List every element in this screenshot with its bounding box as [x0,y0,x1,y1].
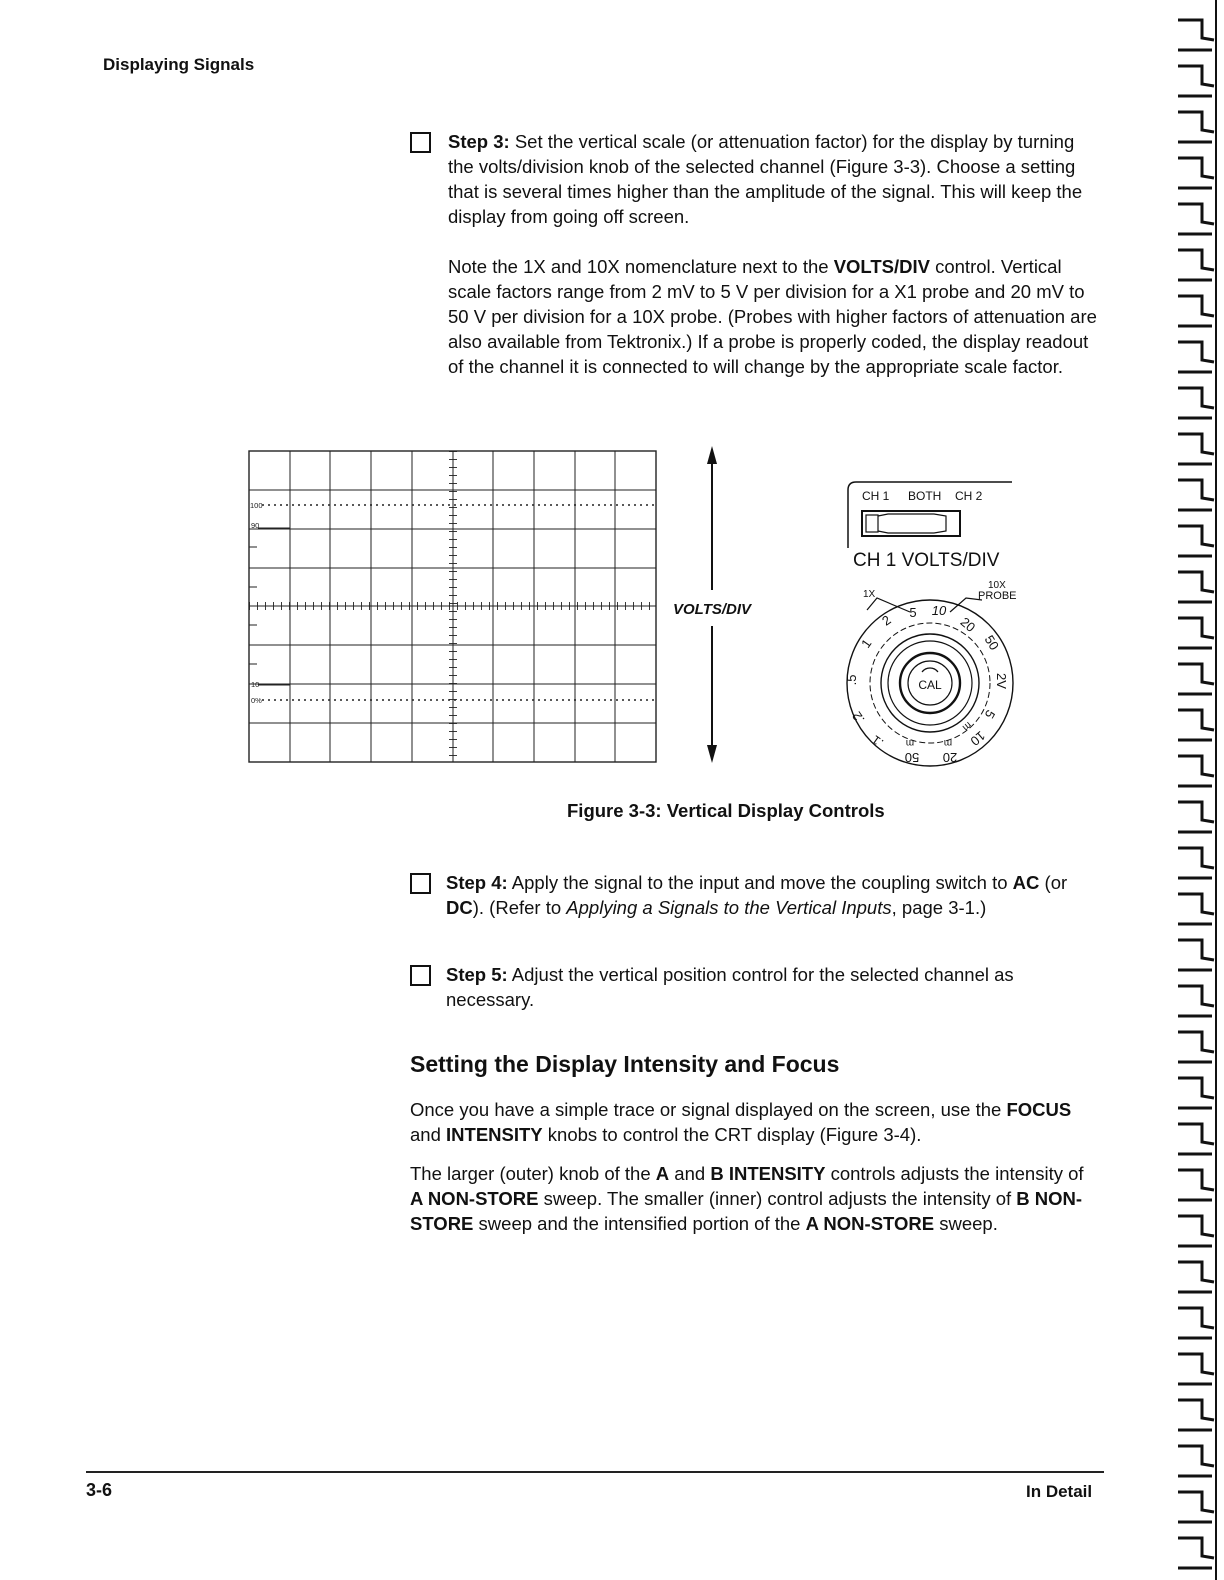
p2-a-non-store: A NON-STORE [410,1188,539,1209]
step-4-dc: DC [446,897,473,918]
note-text-2: control. Vertical scale factors range from 2 mV to 5 V per division for a X1 probe and 20 mV to 50 V per division for a 10X probe. (Probes with higher factors of attenuation are also available from Tektronix.) If a probe is properly coded, the display readout of the channel it is connected to will change by the appropriate scale factor. [448,256,1097,377]
binding-tab [1178,1308,1214,1338]
switch-label-both: BOTH [908,489,942,503]
binding-edge [1172,0,1224,1580]
dial-2: 2 [879,612,894,629]
p1-focus: FOCUS [1006,1099,1072,1120]
step-5-label: Step 5: [446,964,508,985]
p2-text-5: sweep and the intensified portion of the [473,1213,806,1234]
binding-tab [1178,1354,1214,1384]
binding-tab [1178,572,1214,602]
p1-text-3: knobs to control the CRT display (Figure 3-4). [542,1124,922,1145]
step-5 [410,962,1100,1012]
binding-tab [1178,342,1214,372]
step-4-label: Step 4: [446,872,508,893]
dial-10m: 10 [967,728,989,749]
step-4-text-3: ). (Refer to [472,897,567,918]
footer-section: In Detail [1026,1482,1093,1501]
dial-50m: 50 [904,750,920,765]
probe-1x-label: 1X [863,589,876,600]
dial-1: 1 [858,636,875,651]
binding-tab [1178,1170,1214,1200]
step-3-label: Step 3: [448,131,510,152]
binding-tab [1178,940,1214,970]
binding-tab [1178,664,1214,694]
graticule-label-100: 100 [250,501,263,510]
binding-tab [1178,802,1214,832]
binding-tab [1178,112,1214,142]
binding-tab [1178,296,1214,326]
binding-tab [1178,480,1214,510]
dial-0-1: .1 [868,732,887,751]
binding-tab [1178,204,1214,234]
note-text-1: Note the 1X and 10X nomenclature next to the [448,256,834,277]
step-5-checkbox[interactable] [410,965,431,986]
binding-tab [1178,158,1214,188]
graticule-label-10: 10 [251,680,260,689]
switch-label-ch1: CH 1 [862,489,890,503]
figure-caption: Figure 3-3: Vertical Display Controls [567,800,885,821]
crt-graticule [249,451,656,762]
binding-tab [1178,1492,1214,1522]
step-4 [410,870,1100,920]
binding-tab [1178,618,1214,648]
p2-text-2: and [669,1163,711,1184]
binding-tab [1178,1078,1214,1108]
binding-tab [1178,66,1214,96]
graticule-label-0: 0% [251,696,262,705]
p1-intensity: INTENSITY [446,1124,543,1145]
dial-5m: 5 [981,707,999,722]
p1-text-1: Once you have a simple trace or signal displayed on the screen, use the [410,1099,1007,1120]
binding-tab [1178,1446,1214,1476]
dial-5: 5 [909,605,917,620]
binding-tab [1178,1216,1214,1246]
section-heading: Setting the Display Intensity and Focus [410,1051,840,1077]
binding-tab [1178,1124,1214,1154]
binding-tab [1178,1262,1214,1292]
p2-text-3: controls adjusts the intensity of [825,1163,1084,1184]
step-4-text-2: (or [1039,872,1068,893]
channel-select-switch[interactable] [848,482,1012,548]
binding-tab [1178,710,1214,740]
binding-tab [1178,526,1214,556]
binding-tab [1178,894,1214,924]
step-4-text-1: Apply the signal to the input and move the coupling switch to [507,872,1013,893]
dial-0-2: .2 [849,708,868,727]
p1-text-2: and [410,1124,447,1145]
footer-rule [86,1471,1104,1473]
binding-tab [1178,434,1214,464]
dial-2v: 2V [994,673,1009,689]
p2-b-non-store: B NON-STORE [410,1188,1083,1234]
p2-b-intensity: B INTENSITY [710,1163,826,1184]
switch-label-ch2: CH 2 [955,489,983,503]
section-paragraph-1 [410,1097,1090,1147]
dial-20: 20 [957,614,979,635]
step-4-ac: AC [1012,872,1040,893]
dial-50: 50 [981,632,1003,653]
binding-tab [1178,756,1214,786]
p2-a-non-store-2: A NON-STORE [805,1213,935,1234]
page-number: 3-6 [86,1480,113,1500]
dial-20m: 20 [942,750,958,765]
probe-10x-label: 10X [988,580,1006,591]
probe-10x-label-2: PROBE [978,590,1017,602]
dial-m-3: m [959,719,974,733]
binding-tab [1178,1400,1214,1430]
binding-tab [1178,20,1214,50]
step-5-text: Adjust the vertical position control for the selected channel as necessary. [446,964,1014,1010]
p2-text-1: The larger (outer) knob of the [410,1163,656,1184]
section-paragraph-2 [410,1161,1090,1236]
binding-tab [1178,1032,1214,1062]
knob-title: CH 1 VOLTS/DIV [853,550,1000,571]
p2-a: A [655,1163,670,1184]
step-4-reference: Applying a Signals to the Vertical Inputs [566,897,892,918]
step-4-checkbox[interactable] [410,873,431,894]
binding-tab [1178,388,1214,418]
binding-tab [1178,250,1214,280]
binding-tab [1178,848,1214,878]
graticule-label-90: 90 [251,521,260,530]
binding-tab [1178,1538,1214,1568]
dial-m-2: m [943,737,953,748]
p2-text-4: sweep. The smaller (inner) control adjusts the intensity of [538,1188,1017,1209]
step-4-text-4: , page 3-1.) [891,897,987,918]
p2-text-6: sweep. [934,1213,998,1234]
running-header: Displaying Signals [103,55,255,74]
binding-tab [1178,986,1214,1016]
dial-10: 10 [931,603,947,618]
volts-div-arrow-label: VOLTS/DIV [673,601,752,618]
dial-0-5: .5 [844,674,859,686]
note-volts-div: VOLTS/DIV [833,256,930,277]
step-3-text: Set the vertical scale (or attenuation factor) for the display by turning the volts/division knob of the selected channel (Figure 3-3). Choose a setting that is several times higher than the amplitude of the signal. This will keep the display from going off screen. [448,131,1083,227]
dial-m-1: m [905,737,915,748]
cal-label: CAL [918,678,942,692]
